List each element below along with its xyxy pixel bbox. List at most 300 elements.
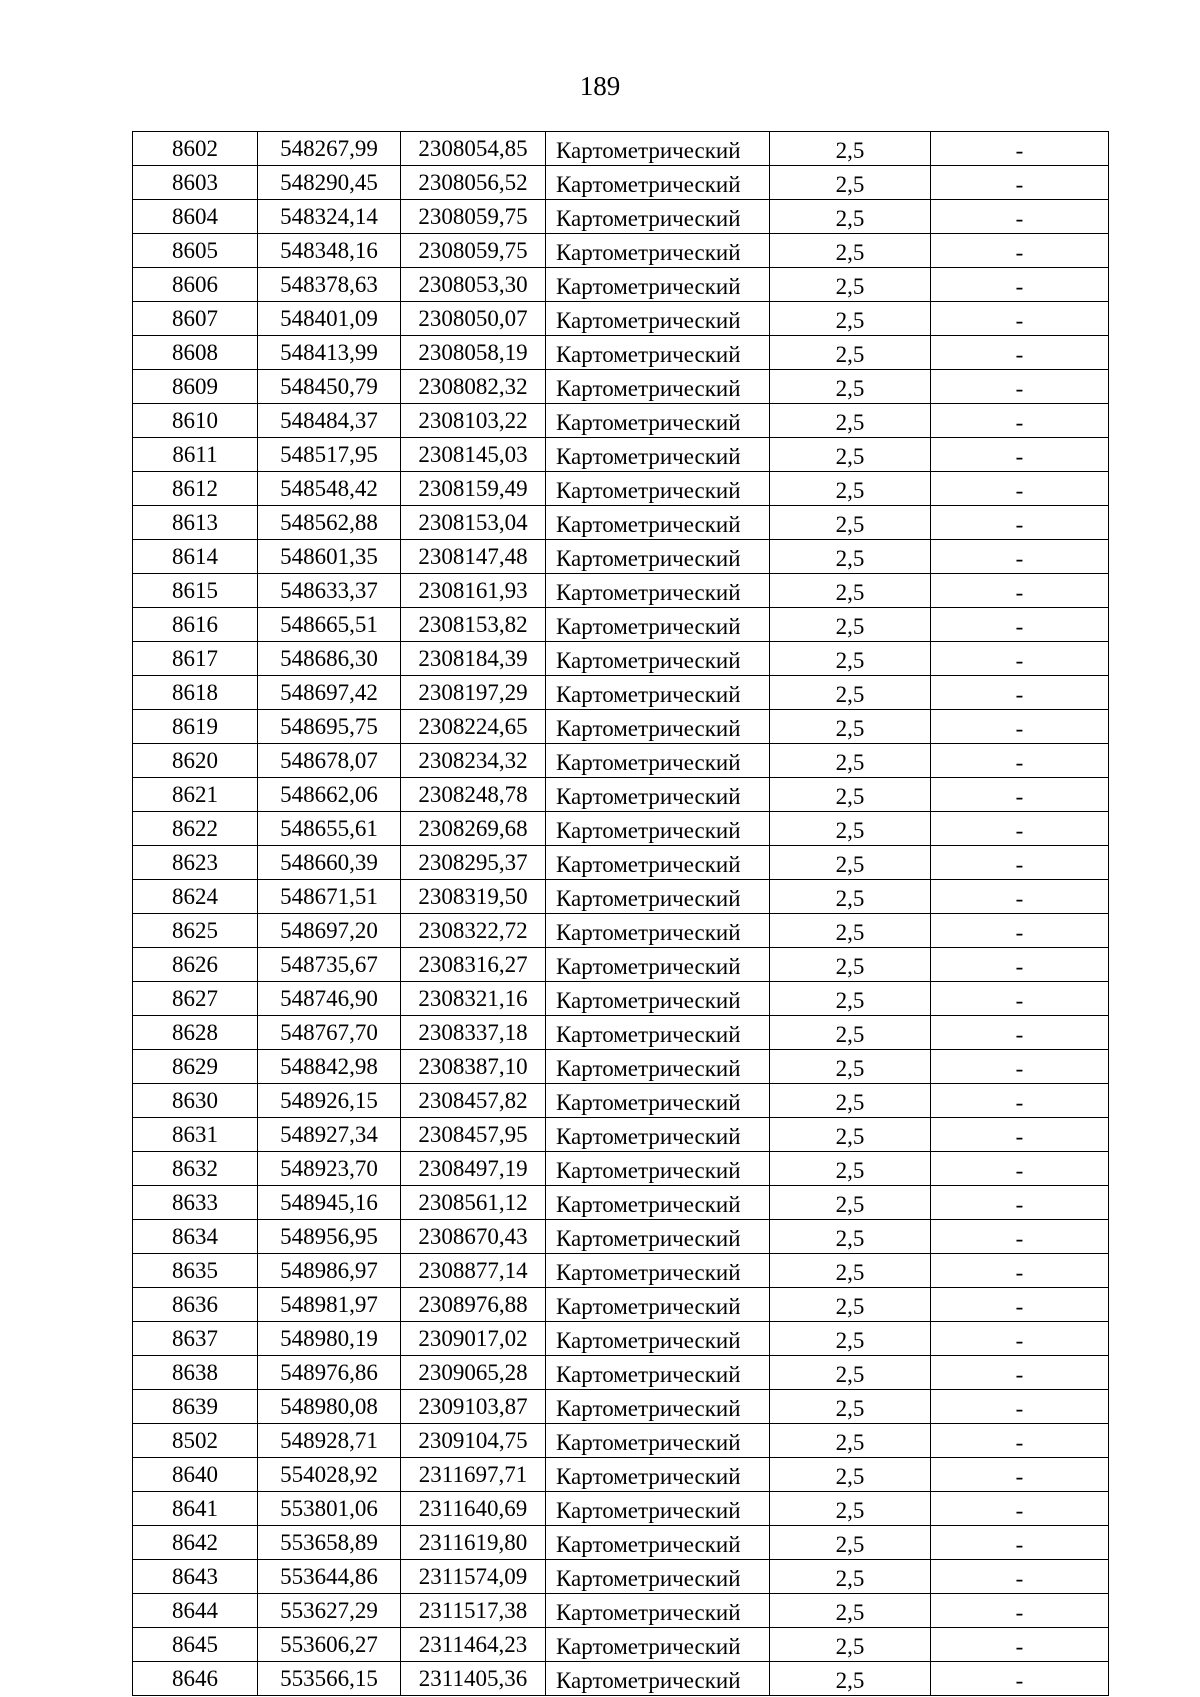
table-row: [133, 982, 1109, 1016]
note-cell: -: [931, 914, 1109, 948]
accuracy-cell: 2,5: [770, 574, 931, 608]
x-coordinate-cell: 548290,45: [258, 166, 401, 200]
x-coordinate-cell: 548980,08: [258, 1390, 401, 1424]
y-coordinate-cell: 2308322,72: [401, 914, 546, 948]
y-coordinate-cell: 2308337,18: [401, 1016, 546, 1050]
table-row: [133, 1628, 1109, 1662]
table-row: [133, 778, 1109, 812]
accuracy-cell: 2,5: [770, 1322, 931, 1356]
method-cell: Картометрический: [546, 744, 770, 778]
y-coordinate-cell: 2308877,14: [401, 1254, 546, 1288]
table-row: [133, 438, 1109, 472]
x-coordinate-cell: 548928,71: [258, 1424, 401, 1458]
accuracy-cell: 2,5: [770, 982, 931, 1016]
x-coordinate-cell: 548695,75: [258, 710, 401, 744]
y-coordinate-cell: 2311517,38: [401, 1594, 546, 1628]
table-row: [133, 1050, 1109, 1084]
x-coordinate-cell: 548927,34: [258, 1118, 401, 1152]
point-number-cell: 8622: [133, 812, 258, 846]
method-cell: Картометрический: [546, 1152, 770, 1186]
note-cell: -: [931, 1050, 1109, 1084]
method-cell: Картометрический: [546, 1628, 770, 1662]
accuracy-cell: 2,5: [770, 710, 931, 744]
y-coordinate-cell: 2308058,19: [401, 336, 546, 370]
table-row: [133, 1118, 1109, 1152]
method-cell: Картометрический: [546, 166, 770, 200]
table-row: [133, 812, 1109, 846]
x-coordinate-cell: 548484,37: [258, 404, 401, 438]
x-coordinate-cell: 548697,42: [258, 676, 401, 710]
note-cell: -: [931, 438, 1109, 472]
method-cell: Картометрический: [546, 1186, 770, 1220]
point-number-cell: 8610: [133, 404, 258, 438]
x-coordinate-cell: 548655,61: [258, 812, 401, 846]
method-cell: Картометрический: [546, 982, 770, 1016]
note-cell: -: [931, 1628, 1109, 1662]
note-cell: -: [931, 608, 1109, 642]
table-row: [133, 200, 1109, 234]
table-row: [133, 1662, 1109, 1696]
accuracy-cell: 2,5: [770, 1016, 931, 1050]
method-cell: Картометрический: [546, 914, 770, 948]
method-cell: Картометрический: [546, 1492, 770, 1526]
point-number-cell: 8628: [133, 1016, 258, 1050]
y-coordinate-cell: 2308184,39: [401, 642, 546, 676]
accuracy-cell: 2,5: [770, 166, 931, 200]
accuracy-cell: 2,5: [770, 880, 931, 914]
note-cell: -: [931, 1390, 1109, 1424]
x-coordinate-cell: 553627,29: [258, 1594, 401, 1628]
note-cell: -: [931, 1492, 1109, 1526]
point-number-cell: 8635: [133, 1254, 258, 1288]
y-coordinate-cell: 2308321,16: [401, 982, 546, 1016]
note-cell: -: [931, 744, 1109, 778]
y-coordinate-cell: 2308056,52: [401, 166, 546, 200]
note-cell: -: [931, 1288, 1109, 1322]
point-number-cell: 8613: [133, 506, 258, 540]
point-number-cell: 8624: [133, 880, 258, 914]
x-coordinate-cell: 548945,16: [258, 1186, 401, 1220]
accuracy-cell: 2,5: [770, 1084, 931, 1118]
x-coordinate-cell: 553566,15: [258, 1662, 401, 1696]
accuracy-cell: 2,5: [770, 676, 931, 710]
accuracy-cell: 2,5: [770, 744, 931, 778]
x-coordinate-cell: 554028,92: [258, 1458, 401, 1492]
point-number-cell: 8636: [133, 1288, 258, 1322]
point-number-cell: 8612: [133, 472, 258, 506]
method-cell: Картометрический: [546, 846, 770, 880]
note-cell: -: [931, 642, 1109, 676]
x-coordinate-cell: 548746,90: [258, 982, 401, 1016]
accuracy-cell: 2,5: [770, 1526, 931, 1560]
table-row: [133, 1186, 1109, 1220]
x-coordinate-cell: 548401,09: [258, 302, 401, 336]
point-number-cell: 8611: [133, 438, 258, 472]
note-cell: -: [931, 1152, 1109, 1186]
y-coordinate-cell: 2311619,80: [401, 1526, 546, 1560]
x-coordinate-cell: 548324,14: [258, 200, 401, 234]
table-row: [133, 1492, 1109, 1526]
point-number-cell: 8639: [133, 1390, 258, 1424]
note-cell: -: [931, 268, 1109, 302]
y-coordinate-cell: 2311697,71: [401, 1458, 546, 1492]
method-cell: Картометрический: [546, 506, 770, 540]
y-coordinate-cell: 2308976,88: [401, 1288, 546, 1322]
method-cell: Картометрический: [546, 234, 770, 268]
method-cell: Картометрический: [546, 132, 770, 166]
x-coordinate-cell: 548842,98: [258, 1050, 401, 1084]
accuracy-cell: 2,5: [770, 1662, 931, 1696]
y-coordinate-cell: 2308059,75: [401, 200, 546, 234]
point-number-cell: 8646: [133, 1662, 258, 1696]
method-cell: Картометрический: [546, 336, 770, 370]
table-row: [133, 1288, 1109, 1322]
x-coordinate-cell: 548686,30: [258, 642, 401, 676]
y-coordinate-cell: 2308159,49: [401, 472, 546, 506]
x-coordinate-cell: 548956,95: [258, 1220, 401, 1254]
note-cell: -: [931, 710, 1109, 744]
table-row: [133, 1084, 1109, 1118]
method-cell: Картометрический: [546, 1050, 770, 1084]
table-row: [133, 234, 1109, 268]
note-cell: -: [931, 812, 1109, 846]
note-cell: -: [931, 506, 1109, 540]
table-row: [133, 336, 1109, 370]
point-number-cell: 8626: [133, 948, 258, 982]
accuracy-cell: 2,5: [770, 1118, 931, 1152]
method-cell: Картометрический: [546, 642, 770, 676]
method-cell: Картометрический: [546, 1254, 770, 1288]
point-number-cell: 8602: [133, 132, 258, 166]
note-cell: -: [931, 1016, 1109, 1050]
note-cell: -: [931, 1118, 1109, 1152]
y-coordinate-cell: 2308147,48: [401, 540, 546, 574]
accuracy-cell: 2,5: [770, 948, 931, 982]
accuracy-cell: 2,5: [770, 132, 931, 166]
y-coordinate-cell: 2308234,32: [401, 744, 546, 778]
method-cell: Картометрический: [546, 438, 770, 472]
y-coordinate-cell: 2308054,85: [401, 132, 546, 166]
coordinates-table: [132, 131, 1109, 1696]
y-coordinate-cell: 2308224,65: [401, 710, 546, 744]
x-coordinate-cell: 548517,95: [258, 438, 401, 472]
x-coordinate-cell: 548665,51: [258, 608, 401, 642]
y-coordinate-cell: 2309104,75: [401, 1424, 546, 1458]
accuracy-cell: 2,5: [770, 1288, 931, 1322]
accuracy-cell: 2,5: [770, 778, 931, 812]
x-coordinate-cell: 548601,35: [258, 540, 401, 574]
table-row: [133, 1254, 1109, 1288]
note-cell: -: [931, 166, 1109, 200]
table-row: [133, 166, 1109, 200]
method-cell: Картометрический: [546, 948, 770, 982]
x-coordinate-cell: 548348,16: [258, 234, 401, 268]
x-coordinate-cell: 548378,63: [258, 268, 401, 302]
note-cell: -: [931, 948, 1109, 982]
accuracy-cell: 2,5: [770, 268, 931, 302]
table-row: [133, 574, 1109, 608]
note-cell: -: [931, 1526, 1109, 1560]
table-row: [133, 1458, 1109, 1492]
table-row: [133, 1390, 1109, 1424]
y-coordinate-cell: 2308082,32: [401, 370, 546, 404]
accuracy-cell: 2,5: [770, 1356, 931, 1390]
x-coordinate-cell: 548633,37: [258, 574, 401, 608]
point-number-cell: 8641: [133, 1492, 258, 1526]
note-cell: -: [931, 370, 1109, 404]
accuracy-cell: 2,5: [770, 302, 931, 336]
note-cell: -: [931, 404, 1109, 438]
note-cell: -: [931, 1322, 1109, 1356]
table-row: [133, 608, 1109, 642]
point-number-cell: 8645: [133, 1628, 258, 1662]
method-cell: Картометрический: [546, 1390, 770, 1424]
point-number-cell: 8631: [133, 1118, 258, 1152]
note-cell: -: [931, 336, 1109, 370]
table-row: [133, 1356, 1109, 1390]
page-number: 189: [579, 71, 621, 101]
y-coordinate-cell: 2308269,68: [401, 812, 546, 846]
table-row: [133, 642, 1109, 676]
table-row: [133, 302, 1109, 336]
point-number-cell: 8643: [133, 1560, 258, 1594]
point-number-cell: 8605: [133, 234, 258, 268]
point-number-cell: 8640: [133, 1458, 258, 1492]
x-coordinate-cell: 548662,06: [258, 778, 401, 812]
method-cell: Картометрический: [546, 1220, 770, 1254]
note-cell: -: [931, 1458, 1109, 1492]
point-number-cell: 8630: [133, 1084, 258, 1118]
accuracy-cell: 2,5: [770, 234, 931, 268]
note-cell: -: [931, 982, 1109, 1016]
x-coordinate-cell: 548976,86: [258, 1356, 401, 1390]
note-cell: -: [931, 132, 1109, 166]
table-row: [133, 370, 1109, 404]
x-coordinate-cell: 553801,06: [258, 1492, 401, 1526]
note-cell: -: [931, 574, 1109, 608]
table-row: [133, 914, 1109, 948]
x-coordinate-cell: 548450,79: [258, 370, 401, 404]
y-coordinate-cell: 2311405,36: [401, 1662, 546, 1696]
method-cell: Картометрический: [546, 540, 770, 574]
point-number-cell: 8633: [133, 1186, 258, 1220]
y-coordinate-cell: 2309017,02: [401, 1322, 546, 1356]
point-number-cell: 8609: [133, 370, 258, 404]
note-cell: -: [931, 1186, 1109, 1220]
y-coordinate-cell: 2311574,09: [401, 1560, 546, 1594]
note-cell: -: [931, 880, 1109, 914]
note-cell: -: [931, 1662, 1109, 1696]
method-cell: Картометрический: [546, 1560, 770, 1594]
method-cell: Картометрический: [546, 370, 770, 404]
x-coordinate-cell: 548923,70: [258, 1152, 401, 1186]
point-number-cell: 8620: [133, 744, 258, 778]
y-coordinate-cell: 2309103,87: [401, 1390, 546, 1424]
y-coordinate-cell: 2309065,28: [401, 1356, 546, 1390]
accuracy-cell: 2,5: [770, 1390, 931, 1424]
accuracy-cell: 2,5: [770, 914, 931, 948]
point-number-cell: 8623: [133, 846, 258, 880]
y-coordinate-cell: 2308153,04: [401, 506, 546, 540]
method-cell: Картометрический: [546, 404, 770, 438]
accuracy-cell: 2,5: [770, 404, 931, 438]
note-cell: -: [931, 1560, 1109, 1594]
accuracy-cell: 2,5: [770, 1186, 931, 1220]
x-coordinate-cell: 553606,27: [258, 1628, 401, 1662]
table-row: [133, 710, 1109, 744]
x-coordinate-cell: 548267,99: [258, 132, 401, 166]
x-coordinate-cell: 548981,97: [258, 1288, 401, 1322]
accuracy-cell: 2,5: [770, 1254, 931, 1288]
note-cell: -: [931, 472, 1109, 506]
point-number-cell: 8607: [133, 302, 258, 336]
table-row: [133, 1424, 1109, 1458]
accuracy-cell: 2,5: [770, 1424, 931, 1458]
y-coordinate-cell: 2308670,43: [401, 1220, 546, 1254]
x-coordinate-cell: 548671,51: [258, 880, 401, 914]
coordinates-table-body: [133, 132, 1109, 1696]
accuracy-cell: 2,5: [770, 1152, 931, 1186]
method-cell: Картометрический: [546, 1322, 770, 1356]
method-cell: Картометрический: [546, 472, 770, 506]
method-cell: Картометрический: [546, 1118, 770, 1152]
accuracy-cell: 2,5: [770, 1560, 931, 1594]
point-number-cell: 8615: [133, 574, 258, 608]
point-number-cell: 8618: [133, 676, 258, 710]
y-coordinate-cell: 2308248,78: [401, 778, 546, 812]
table-row: [133, 1016, 1109, 1050]
note-cell: -: [931, 540, 1109, 574]
y-coordinate-cell: 2311640,69: [401, 1492, 546, 1526]
accuracy-cell: 2,5: [770, 1220, 931, 1254]
note-cell: -: [931, 1424, 1109, 1458]
method-cell: Картометрический: [546, 608, 770, 642]
note-cell: -: [931, 302, 1109, 336]
table-row: [133, 1560, 1109, 1594]
x-coordinate-cell: 548548,42: [258, 472, 401, 506]
accuracy-cell: 2,5: [770, 506, 931, 540]
note-cell: -: [931, 1220, 1109, 1254]
accuracy-cell: 2,5: [770, 812, 931, 846]
x-coordinate-cell: 548697,20: [258, 914, 401, 948]
point-number-cell: 8604: [133, 200, 258, 234]
y-coordinate-cell: 2308457,82: [401, 1084, 546, 1118]
point-number-cell: 8634: [133, 1220, 258, 1254]
x-coordinate-cell: 548767,70: [258, 1016, 401, 1050]
x-coordinate-cell: 553658,89: [258, 1526, 401, 1560]
accuracy-cell: 2,5: [770, 846, 931, 880]
y-coordinate-cell: 2308387,10: [401, 1050, 546, 1084]
accuracy-cell: 2,5: [770, 1458, 931, 1492]
y-coordinate-cell: 2308295,37: [401, 846, 546, 880]
table-row: [133, 1322, 1109, 1356]
accuracy-cell: 2,5: [770, 1492, 931, 1526]
y-coordinate-cell: 2308457,95: [401, 1118, 546, 1152]
method-cell: Картометрический: [546, 268, 770, 302]
note-cell: -: [931, 1254, 1109, 1288]
y-coordinate-cell: 2308197,29: [401, 676, 546, 710]
y-coordinate-cell: 2308145,03: [401, 438, 546, 472]
x-coordinate-cell: 548986,97: [258, 1254, 401, 1288]
note-cell: -: [931, 676, 1109, 710]
table-row: [133, 948, 1109, 982]
method-cell: Картометрический: [546, 1594, 770, 1628]
point-number-cell: 8642: [133, 1526, 258, 1560]
method-cell: Картометрический: [546, 1016, 770, 1050]
table-row: [133, 132, 1109, 166]
accuracy-cell: 2,5: [770, 540, 931, 574]
point-number-cell: 8617: [133, 642, 258, 676]
method-cell: Картометрический: [546, 1526, 770, 1560]
point-number-cell: 8627: [133, 982, 258, 1016]
note-cell: -: [931, 200, 1109, 234]
accuracy-cell: 2,5: [770, 1594, 931, 1628]
y-coordinate-cell: 2308561,12: [401, 1186, 546, 1220]
coordinates-table-container: [132, 131, 1109, 1696]
point-number-cell: 8621: [133, 778, 258, 812]
accuracy-cell: 2,5: [770, 370, 931, 404]
table-row: [133, 744, 1109, 778]
y-coordinate-cell: 2308319,50: [401, 880, 546, 914]
point-number-cell: 8644: [133, 1594, 258, 1628]
table-row: [133, 404, 1109, 438]
accuracy-cell: 2,5: [770, 608, 931, 642]
x-coordinate-cell: 548735,67: [258, 948, 401, 982]
point-number-cell: 8632: [133, 1152, 258, 1186]
note-cell: -: [931, 1594, 1109, 1628]
method-cell: Картометрический: [546, 812, 770, 846]
note-cell: -: [931, 1356, 1109, 1390]
y-coordinate-cell: 2308497,19: [401, 1152, 546, 1186]
y-coordinate-cell: 2308153,82: [401, 608, 546, 642]
point-number-cell: 8608: [133, 336, 258, 370]
accuracy-cell: 2,5: [770, 336, 931, 370]
x-coordinate-cell: 548562,88: [258, 506, 401, 540]
method-cell: Картометрический: [546, 574, 770, 608]
method-cell: Картометрический: [546, 1084, 770, 1118]
method-cell: Картометрический: [546, 200, 770, 234]
table-row: [133, 540, 1109, 574]
x-coordinate-cell: 548926,15: [258, 1084, 401, 1118]
table-row: [133, 1152, 1109, 1186]
note-cell: -: [931, 778, 1109, 812]
method-cell: Картометрический: [546, 710, 770, 744]
y-coordinate-cell: 2308053,30: [401, 268, 546, 302]
method-cell: Картометрический: [546, 880, 770, 914]
method-cell: Картометрический: [546, 302, 770, 336]
accuracy-cell: 2,5: [770, 1628, 931, 1662]
table-row: [133, 676, 1109, 710]
y-coordinate-cell: 2308161,93: [401, 574, 546, 608]
x-coordinate-cell: 548980,19: [258, 1322, 401, 1356]
y-coordinate-cell: 2311464,23: [401, 1628, 546, 1662]
y-coordinate-cell: 2308103,22: [401, 404, 546, 438]
note-cell: -: [931, 234, 1109, 268]
table-row: [133, 1526, 1109, 1560]
accuracy-cell: 2,5: [770, 1050, 931, 1084]
point-number-cell: 8629: [133, 1050, 258, 1084]
x-coordinate-cell: 548413,99: [258, 336, 401, 370]
point-number-cell: 8638: [133, 1356, 258, 1390]
method-cell: Картометрический: [546, 676, 770, 710]
method-cell: Картометрический: [546, 1356, 770, 1390]
x-coordinate-cell: 553644,86: [258, 1560, 401, 1594]
y-coordinate-cell: 2308050,07: [401, 302, 546, 336]
method-cell: Картометрический: [546, 778, 770, 812]
y-coordinate-cell: 2308316,27: [401, 948, 546, 982]
method-cell: Картометрический: [546, 1424, 770, 1458]
table-row: [133, 846, 1109, 880]
